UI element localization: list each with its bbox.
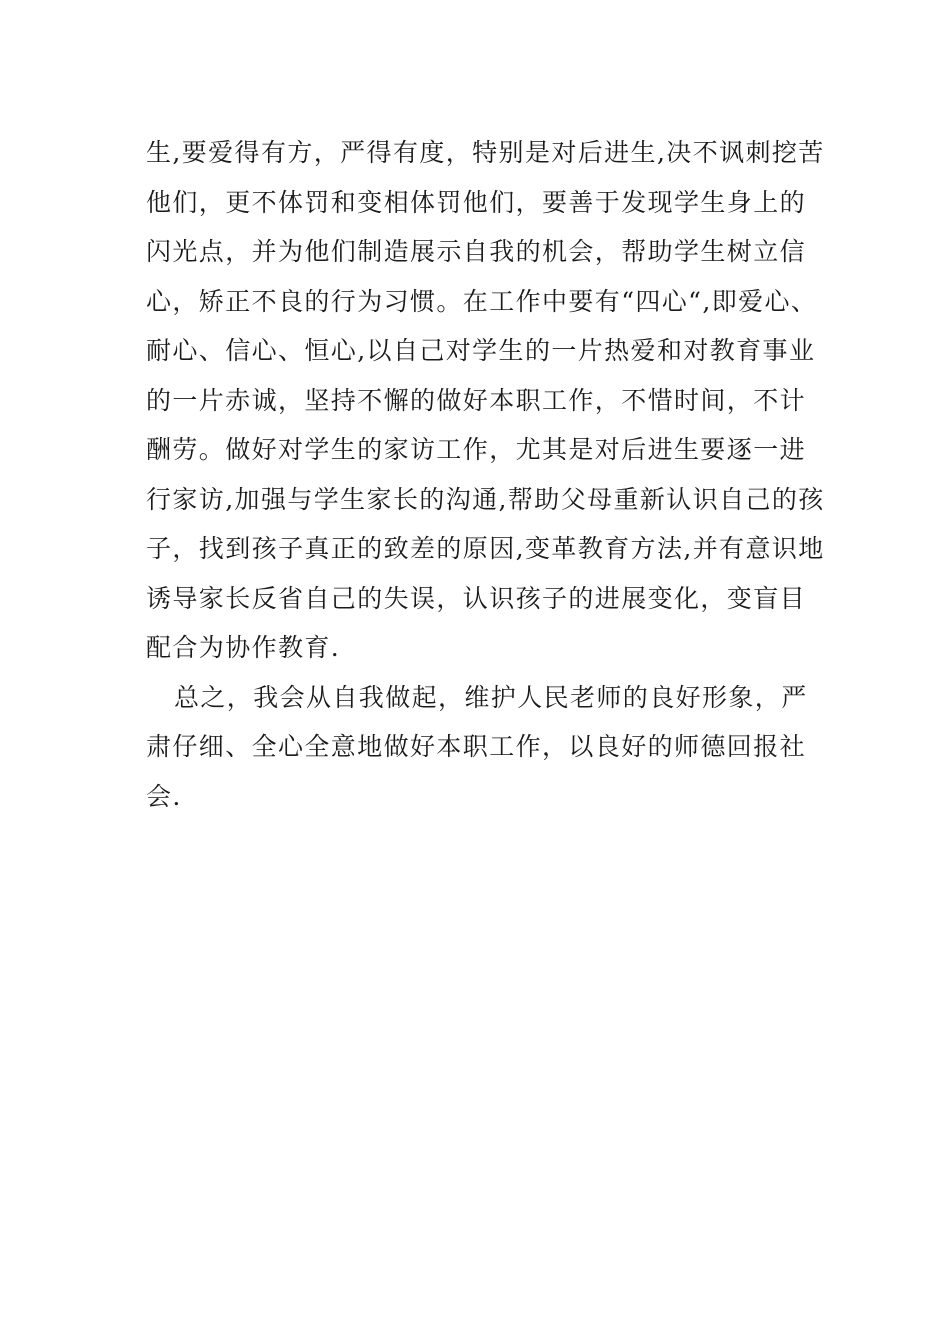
paragraph-2 (146, 673, 821, 822)
text-line: 他们，更不体罚和变相体罚他们，要善于发现学生身上的 (146, 187, 807, 217)
text-line: 耐心、信心、恒心,以自己对学生的一片热爱和对教育事业 (146, 336, 816, 365)
text-line: 的一片赤诚，坚持不懈的做好本职工作，不惜时间，不计 (146, 385, 807, 415)
text-line: 生,要爱得有方，严得有度，特别是对后进生,决不讽刺挖苦 (146, 138, 825, 167)
text-line: 配合为协作教育. (146, 633, 341, 662)
text-line: 闪光点，并为他们制造展示自我的机会，帮助学生树立信 (146, 237, 807, 266)
text-line: 诱导家长反省自己的失误，认识孩子的进展变化，变盲目 (146, 583, 807, 613)
text-line: 酬劳。做好对学生的家访工作，尤其是对后进生要逐一进 (146, 435, 807, 464)
text-line: 会. (146, 781, 182, 811)
text-line: 子，找到孩子真正的致差的原因,变革教育方法,并有意识地 (146, 534, 825, 563)
paragraph-1 (146, 128, 825, 673)
document-body (146, 128, 825, 821)
text-line: 心，矫正不良的行为习惯。在工作中要有“四心“,即爱心、 (146, 286, 818, 316)
text-line: 总之，我会从自我做起，维护人民老师的良好形象，严 (174, 682, 808, 712)
text-line: 肃仔细、全心全意地做好本职工作，以良好的师德回报社 (146, 732, 807, 761)
text-line: 行家访,加强与学生家长的沟通,帮助父母重新认识自己的孩 (146, 484, 825, 514)
